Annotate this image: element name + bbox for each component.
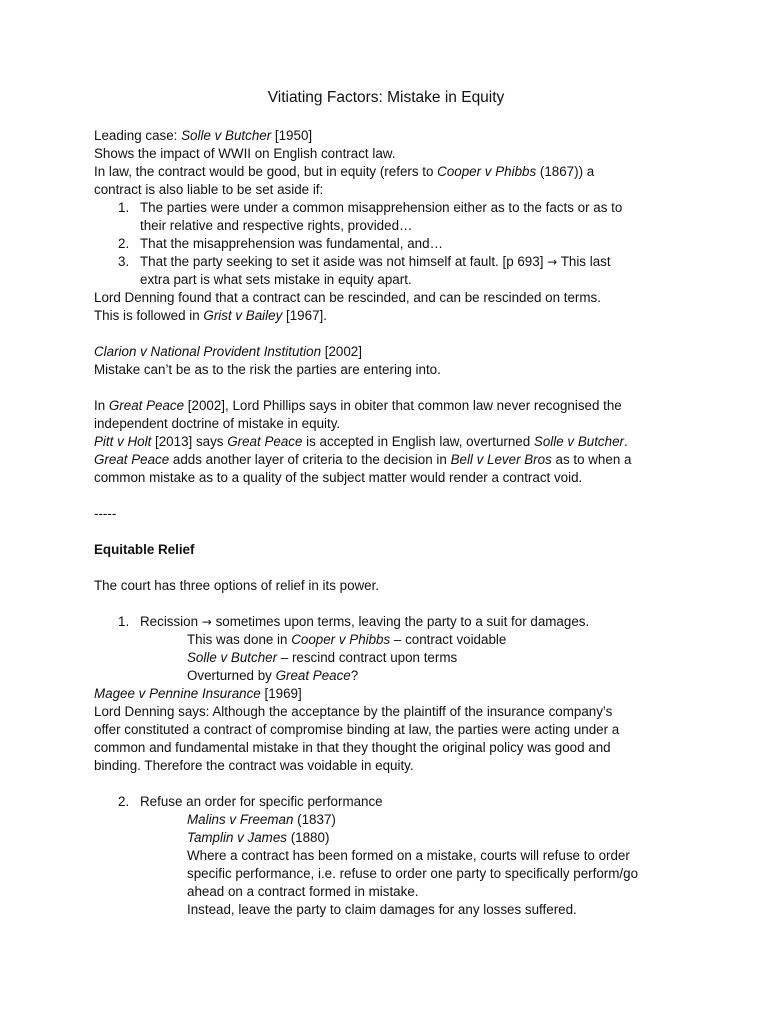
text-line: The court has three options of relief in its power. (94, 578, 380, 593)
text-line: binding. Therefore the contract was voidable in equity. (94, 758, 414, 773)
list-item: 2. That the misapprehension was fundamental, and… (118, 236, 443, 251)
divider: ----- (94, 506, 117, 521)
text-line: offer constituted a contract of compromise binding at law, the parties were acting under a (94, 722, 620, 737)
sub-line: Malins v Freeman (1837) (187, 812, 336, 827)
page-title: Vitiating Factors: Mistake in Equity (267, 89, 505, 106)
section-great-peace (94, 397, 678, 487)
case-name: Clarion v National Provident Institution (94, 344, 322, 359)
sub-line: Overturned by Great Peace? (187, 668, 359, 683)
text-line: Mistake can’t be as to the risk the parties are entering into. (94, 362, 441, 377)
list-item: 1. The parties were under a common misapprehension either as to the facts or as to their relative and respective rights, provided… (118, 200, 623, 233)
case-name: Great Peace (108, 398, 185, 413)
arrow-right-icon: → (201, 615, 212, 629)
relief-list-1 (94, 613, 678, 631)
case-name: Pitt v Holt (94, 434, 152, 449)
text-line: In law, the contract would be good, but in equity (refers to Cooper v Phibbs (1867)) a (94, 164, 595, 179)
text-line: common mistake as to a quality of the subject matter would render a contract void. (94, 470, 583, 485)
text-line: Shows the impact of WWII on English contract law. (94, 146, 396, 161)
case-name: Solle v Butcher (533, 434, 624, 449)
case-name: Great Peace (227, 434, 303, 449)
section-solle (94, 127, 678, 325)
text-line: Pitt v Holt [2013] says Great Peace is accepted in English law, overturned Solle v Butcher. (94, 434, 628, 449)
text-line: common and fundamental mistake in that they thought the original policy was good and (94, 740, 611, 755)
text-line: Great Peace adds another layer of criteria to the decision in Bell v Lever Bros as to when a (94, 452, 632, 467)
criteria-list (94, 199, 678, 289)
case-name: Cooper v Phibbs (437, 164, 537, 179)
sub-line: Tamplin v James (1880) (187, 830, 330, 845)
case-name: Great Peace (94, 452, 170, 467)
text-line: Lord Denning found that a contract can be rescinded, and can be rescinded on terms. (94, 290, 601, 305)
text-line: Lord Denning says: Although the acceptance by the plaintiff of the insurance company’s (94, 704, 613, 719)
text-line: contract is also liable to be set aside if: (94, 182, 324, 197)
text-line: This is followed in Grist v Bailey [1967]. (94, 308, 327, 323)
case-name: Solle v Butcher (187, 650, 278, 665)
case-name: Malins v Freeman (187, 812, 294, 827)
section-heading: Equitable Relief (94, 542, 195, 557)
case-name: Tamplin v James (187, 830, 287, 845)
text-line: independent doctrine of mistake in equity. (94, 416, 341, 431)
case-name: Great Peace (275, 668, 351, 683)
text-line: Magee v Pennine Insurance [1969] (94, 686, 302, 701)
list-item: 1. Recission → sometimes upon terms, leaving the party to a suit for damages. (118, 614, 590, 629)
case-name: Grist v Bailey (203, 308, 283, 323)
sub-line: Solle v Butcher – rescind contract upon terms (187, 650, 458, 665)
list-item: 2. Refuse an order for specific performance (118, 794, 383, 809)
text-line: Clarion v National Provident Institution [2002] (94, 344, 362, 359)
section-clarion (94, 343, 678, 379)
case-name: Cooper v Phibbs (291, 632, 391, 647)
sub-line: specific performance, i.e. refuse to order one party to specifically perform/go (187, 866, 639, 881)
list-item: 3. That the party seeking to set it aside was not himself at fault. [p 693] → This last extra part is what sets mistake in equity apart. (118, 254, 611, 287)
text-line: Leading case: Solle v Butcher [1950] (94, 128, 313, 143)
arrow-right-icon: → (547, 255, 558, 269)
relief-list-2 (94, 793, 678, 811)
case-name: Solle v Butcher (181, 128, 272, 143)
sub-line: ahead on a contract formed in mistake. (187, 884, 419, 899)
case-name: Magee v Pennine Insurance (94, 686, 261, 701)
case-name: Bell v Lever Bros (450, 452, 552, 467)
sub-line: Instead, leave the party to claim damages for any losses suffered. (187, 902, 577, 917)
text-line: In Great Peace [2002], Lord Phillips says in obiter that common law never recognised the (94, 398, 622, 413)
sub-line: This was done in Cooper v Phibbs – contract voidable (187, 632, 507, 647)
sub-line: Where a contract has been formed on a mistake, courts will refuse to order (187, 848, 630, 863)
